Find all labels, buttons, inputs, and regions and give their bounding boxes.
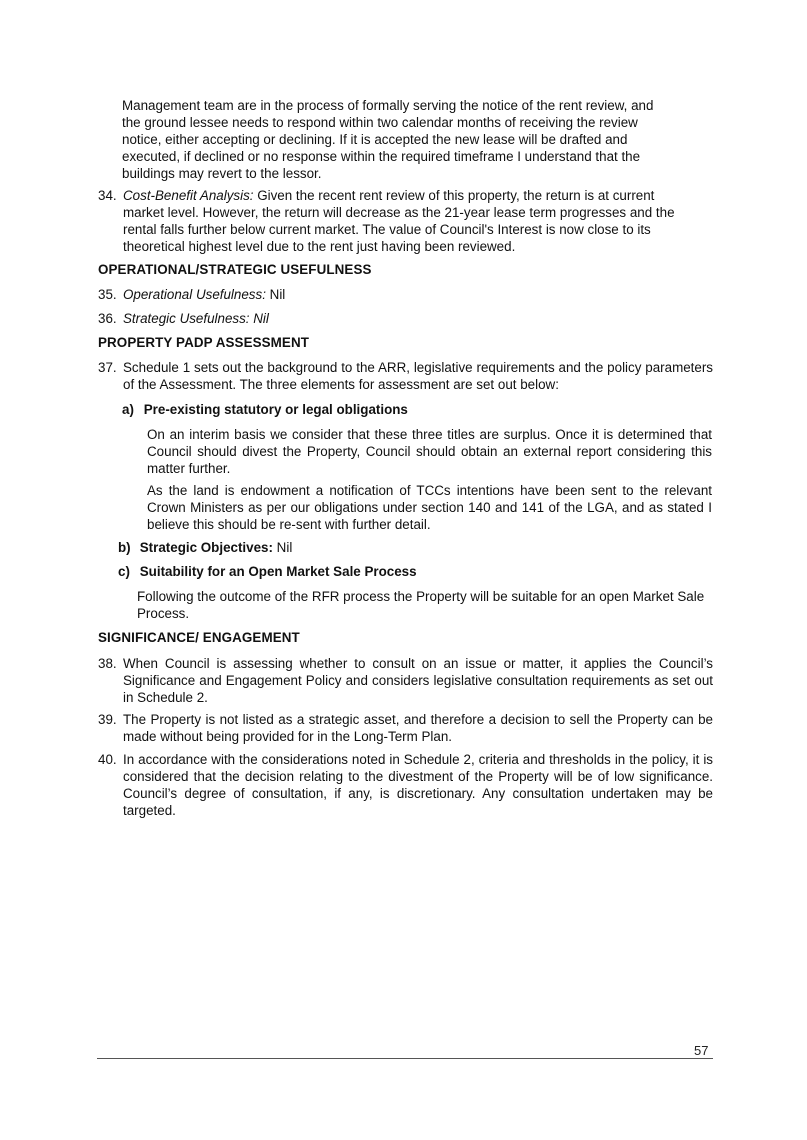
item-body: Schedule 1 sets out the background to the ARR, legislative requirements and the policy parameters of the Assessment. The three elements for assessment are set out below: xyxy=(123,360,713,392)
item-label: Cost-Benefit Analysis: xyxy=(123,188,254,203)
subsection-label: a) xyxy=(122,402,134,417)
section-heading-operational: OPERATIONAL/STRATEGIC USEFULNESS xyxy=(98,262,372,277)
item-34 xyxy=(98,187,713,255)
subsection-title: Pre-existing statutory or legal obligations xyxy=(143,402,408,417)
footer-divider xyxy=(97,1058,713,1059)
item-number: 39. xyxy=(98,712,117,727)
item-number: 35. xyxy=(98,287,117,302)
item-number: 38. xyxy=(98,656,117,671)
continuation-line: Management team are in the process of formally serving the notice of the rent review, and xyxy=(122,98,654,113)
item-body: In accordance with the considerations noted in Schedule 2, criteria and thresholds in the policy, it is considered that the decision relating to the divestment of the Property will be of low significance. Council’s degree of consultation, if any, is discretionary. Any consultation undertaken may be targeted. xyxy=(123,752,713,818)
item-text: Given the recent rent review of this property, the return is at current market level. However, the return will decrease as the 21-year lease term progresses and the rental falls further below current market. The value of Council's Interest is now close to its theoretical highest level due to the rent just having been reviewed. xyxy=(123,188,675,254)
subsection-c-paragraph: Following the outcome of the RFR process the Property will be suitable for an open Market Sale Process. xyxy=(137,589,705,621)
item-39 xyxy=(98,711,713,745)
continuation-paragraph xyxy=(122,97,692,182)
subsection-title: Strategic Objectives: xyxy=(139,540,273,555)
subsection-c-heading xyxy=(118,563,417,580)
subsection-label: c) xyxy=(118,564,130,579)
item-body: When Council is assessing whether to consult on an issue or matter, it applies the Council’s Significance and Engagement Policy and considers legislative consultation requirements as set out in Schedule 2. xyxy=(123,656,713,705)
item-number: 34. xyxy=(98,188,117,203)
subsection-label: b) xyxy=(118,540,131,555)
item-label: Operational Usefulness: xyxy=(123,287,266,302)
subsection-a-paragraph-1: On an interim basis we consider that these three titles are surplus. Once it is determined that Council should divest the Property, Council should obtain an external report considering this matter further. xyxy=(147,427,712,476)
continuation-line: the ground lessee needs to respond within two calendar months of receiving the review xyxy=(122,115,638,130)
item-label: Strategic Usefulness: Nil xyxy=(123,311,269,326)
item-body xyxy=(123,286,713,303)
section-heading-significance: SIGNIFICANCE/ ENGAGEMENT xyxy=(98,630,300,645)
subsection-value: Nil xyxy=(272,540,293,555)
item-number: 40. xyxy=(98,752,117,767)
item-36 xyxy=(98,310,713,327)
continuation-line: executed, if declined or no response within the required timeframe I understand that the xyxy=(122,149,641,164)
continuation-line: notice, either accepting or declining. If it is accepted the new lease will be drafted and xyxy=(122,132,628,147)
item-body xyxy=(123,187,695,255)
item-38 xyxy=(98,655,713,706)
page-number: 57 xyxy=(694,1043,709,1058)
section-heading-padp: PROPERTY PADP ASSESSMENT xyxy=(98,335,309,350)
subsection-a-heading xyxy=(122,401,408,418)
item-body xyxy=(123,310,713,327)
continuation-line: buildings may revert to the lessor. xyxy=(122,166,322,181)
subsection-a-paragraph-2: As the land is endowment a notification of TCCs intentions have been sent to the relevant Crown Ministers as per our obligations under section 140 and 141 of the LGA, and as stated I believe this should be re-sent with further detail. xyxy=(147,483,712,532)
subsection-b-heading xyxy=(118,539,292,556)
item-text: Nil xyxy=(265,287,286,302)
item-35 xyxy=(98,286,713,303)
item-body: The Property is not listed as a strategic asset, and therefore a decision to sell the Property can be made without being provided for in the Long-Term Plan. xyxy=(123,712,713,744)
item-40 xyxy=(98,751,713,819)
item-number: 37. xyxy=(98,360,117,375)
item-37 xyxy=(98,359,713,393)
subsection-title: Suitability for an Open Market Sale Process xyxy=(139,564,417,579)
item-number: 36. xyxy=(98,311,117,326)
